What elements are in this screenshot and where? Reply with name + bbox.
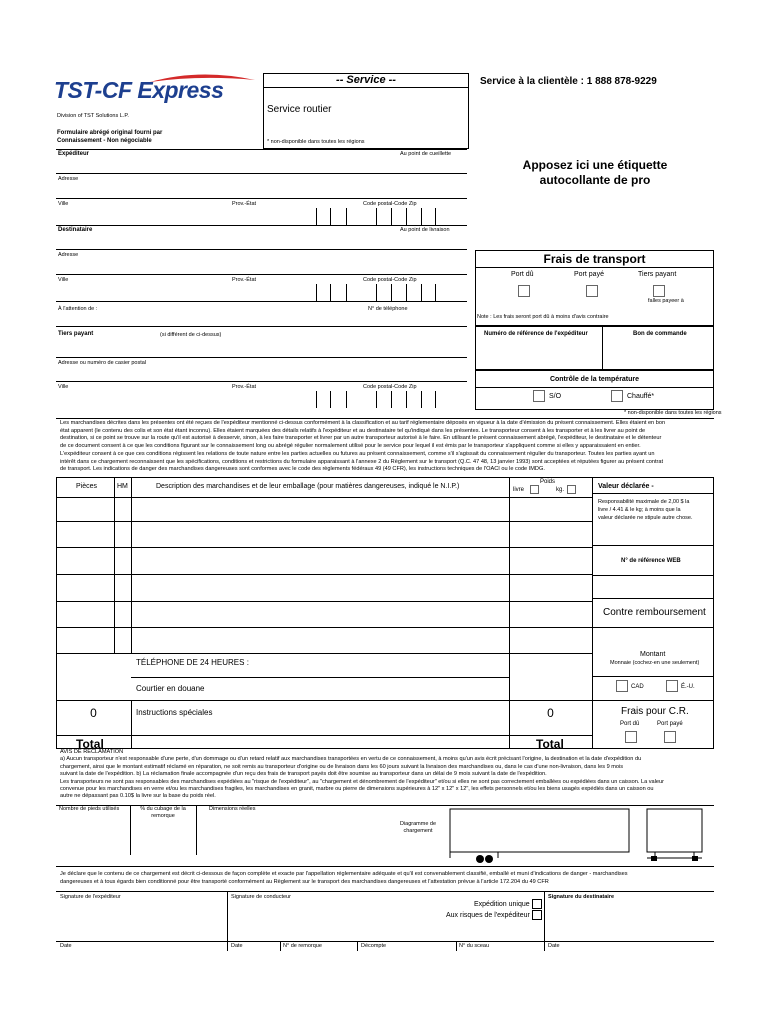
cod-fee-prepaid-label: Port payé bbox=[657, 721, 683, 727]
claim-line: autre ne dépassant pas 0.10$ la livre sur la base du poids réel. bbox=[60, 793, 216, 800]
third-party-postal-boxes[interactable] bbox=[316, 391, 436, 408]
temp-na-checkbox[interactable] bbox=[533, 390, 545, 402]
consignee-address-label: Adresse bbox=[58, 252, 79, 258]
pieces-total-value: 0 bbox=[90, 706, 97, 720]
po-label: Bon de commande bbox=[633, 331, 687, 337]
cod-fees-title: Frais pour C.R. bbox=[621, 706, 689, 717]
form-title-line2: Connaissement - Non négociable bbox=[57, 138, 152, 144]
claim-line: convenue pour les marchandises en verre et/ou les marchandises fragiles, les marchandises en granit, marbre ou pierre de dimensions supérieures à 12" x 12" x 12", les effets personnels et/ou les biens usagés expédiés dans un caisson ou bbox=[60, 786, 654, 793]
third-party-city-label: Ville bbox=[58, 384, 69, 390]
shipper-postal-boxes[interactable] bbox=[316, 208, 436, 225]
declaration-line: dangereuses et à tous égards bien conditionné pour être transporté conformément au Règlement sur le transport des marchandises dangereuses et l'attestation prévue à l'article 172.204 du 49 CFR bbox=[60, 878, 549, 885]
single-shipment-label: Expédition unique bbox=[474, 901, 530, 908]
cube-line: % du cubage de la bbox=[140, 806, 186, 812]
currency-cad-label: CAD bbox=[631, 684, 644, 690]
cod-amount-label: Montant bbox=[640, 651, 666, 658]
claim-line: suivant la date de l'expédition. b) La réclamation finale accompagnée d'un reçu des frais de transport payés doit être soumise au transporteur dans un délai de 9 mois suivant la date de l'expédition. bbox=[60, 771, 547, 778]
linear-feet-label: Nombre de pieds utilisés bbox=[59, 806, 120, 812]
declared-text-line: valeur déclarée ne stipule autre chose. bbox=[598, 515, 693, 521]
declared-value-title: Valeur déclarée - bbox=[598, 483, 654, 490]
terms-paragraph bbox=[60, 420, 714, 474]
consignee-postal-label: Code postal-Code Zip bbox=[363, 277, 417, 283]
temp-heated-label: Chauffé* bbox=[627, 393, 655, 400]
service-note: * non-disponible dans toutes les régions bbox=[267, 139, 365, 145]
sticker-line2: autocollante de pro bbox=[539, 173, 651, 187]
terms-line: L'expéditeur consent à ce que ces conditions régissent les relations de toute nature entre les parties actuelles ou futures au présent connaissement, comme s'il s'agissait du connaissement régulier du transporteur. Toutes les parties ayant un bbox=[60, 450, 655, 457]
consignee-signature-label: Signature du destinataire bbox=[548, 894, 615, 900]
declared-text-line: Responsabilité maximale de 2,00 $ la bbox=[598, 499, 690, 505]
consignee-label: Destinataire bbox=[58, 227, 93, 233]
description-header: Description des marchandises et de leur emballage (pour matières dangereuses, indiqué le N.I.P.) bbox=[156, 483, 460, 490]
delivery-label: Au point de livraison bbox=[400, 227, 450, 233]
declared-text-line: livre / 4.41 & le kg; à moins que la bbox=[598, 507, 681, 513]
division-text: Division of TST Solutions L.P. bbox=[57, 113, 129, 119]
terms-line: de transport. Les indications de danger des marchandises dangereuses sont conformes avec le code des règlements fédéraux 49 (49 CFR), les instructions techniques de l'OACI ou le code IMDG. bbox=[60, 466, 545, 473]
currency-usd-checkbox[interactable] bbox=[666, 680, 678, 692]
shipper-city-label: Ville bbox=[58, 201, 69, 207]
shipper-risk-checkbox[interactable] bbox=[532, 910, 542, 920]
diagram-line: Diagramme de bbox=[399, 821, 437, 827]
shipper-signature-label: Signature de l'expéditeur bbox=[60, 894, 121, 900]
weight-kg-label: kg. bbox=[556, 487, 565, 493]
claim-line: a) Aucun transporteur n'est responsable d'une perte, d'un dommage ou d'un retard relatif aux marchandises transportées en vertu de ce connaissement, à moins qu'un avis écrit précisant l'origine, la destination et la date d'expédition du bbox=[60, 756, 642, 763]
shipper-signature-field[interactable] bbox=[57, 901, 226, 941]
weight-total-label: Total bbox=[536, 737, 564, 751]
currency-note: Monnaie (cochez-en une seulement) bbox=[610, 660, 700, 666]
seal-number-label: N° du sceau bbox=[459, 943, 490, 949]
company-logo bbox=[50, 72, 260, 106]
service-title: -- Service -- bbox=[336, 74, 396, 86]
count-label: Décompte bbox=[361, 943, 387, 949]
logo-text: TST-CF Express bbox=[54, 77, 224, 103]
shipper-date-label: Date bbox=[60, 943, 72, 949]
currency-usd-label: É.-U. bbox=[681, 684, 695, 690]
claim-line: AVIS DE RÉCLAMATION bbox=[60, 749, 124, 755]
temperature-note: * non-disponible dans toutes les régions bbox=[624, 410, 722, 416]
temp-na-label: S/O bbox=[549, 393, 562, 400]
shipper-risk-label: Aux risques de l'expéditeur bbox=[446, 912, 530, 919]
shipper-address-label: Adresse bbox=[58, 176, 79, 182]
cod-fee-collect-label: Port dû bbox=[620, 721, 640, 727]
hazmat-declaration bbox=[60, 871, 714, 886]
dimensions-label: Dimensions réelles bbox=[209, 806, 256, 812]
single-shipment-checkbox[interactable] bbox=[532, 899, 542, 909]
shipper-prov-label: Prov.-État bbox=[232, 201, 257, 207]
shipper-address-field[interactable] bbox=[56, 182, 467, 198]
declared-value-text bbox=[598, 498, 692, 522]
pieces-total-label: Total bbox=[76, 737, 104, 751]
cod-fee-collect-checkbox[interactable] bbox=[625, 731, 637, 743]
carrier-signature-field[interactable] bbox=[228, 901, 428, 941]
pickup-label: Au point de cueillette bbox=[400, 151, 452, 157]
diagram-line: chargement bbox=[403, 828, 433, 834]
cube-label bbox=[134, 806, 192, 820]
web-ref-label: N° de référence WEB bbox=[621, 558, 681, 564]
attention-label: À l'attention de : bbox=[58, 306, 98, 312]
freight-collect-label: Port dû bbox=[511, 271, 534, 278]
carrier-signature-label: Signature de conducteur bbox=[231, 894, 291, 900]
phone-label: N° de téléphone bbox=[368, 306, 408, 312]
third-party-postal-label: Code postal-Code Zip bbox=[363, 384, 417, 390]
diagram-label bbox=[388, 821, 448, 835]
consignee-city-label: Ville bbox=[58, 277, 69, 283]
emergency-phone-label: TÉLÉPHONE DE 24 HEURES : bbox=[136, 658, 249, 667]
trailer-number-label: N° de remorque bbox=[283, 943, 322, 949]
customer-service-phone: Service à la clientèle : 1 888 878-9229 bbox=[480, 76, 657, 87]
shipper-label: Expéditeur bbox=[58, 151, 90, 157]
sticker-line1: Apposez ici une étiquette bbox=[522, 158, 668, 172]
special-instructions-label: Instructions spéciales bbox=[136, 708, 213, 717]
currency-cad-checkbox[interactable] bbox=[616, 680, 628, 692]
service-type[interactable]: Service routier bbox=[267, 104, 332, 115]
consignee-date-label: Date bbox=[548, 943, 560, 949]
weight-header: Poids bbox=[540, 479, 556, 485]
third-party-note2: (si différent de ci-dessus) bbox=[160, 332, 222, 338]
third-party-prov-label: Prov.-État bbox=[232, 384, 257, 390]
form-title-line1: Formulaire abrégé original fourni par bbox=[57, 130, 163, 136]
third-party-label: Tiers payant bbox=[58, 331, 94, 337]
temp-heated-checkbox[interactable] bbox=[611, 390, 623, 402]
weight-kg-checkbox[interactable] bbox=[567, 485, 576, 494]
freight-third-party-label: Tiers payant bbox=[638, 271, 677, 278]
weight-lb-label: livre bbox=[513, 487, 525, 493]
third-party-address-label: Adresse ou numéro de casier postal bbox=[58, 360, 147, 366]
claim-line: Les transporteurs ne sont pas responsables des marchandises expédiées au "risque de l'expéditeur", au "chargement et dénombrement de l'expéditeur" et/ou si elles ne sont pas correctement emballées ou expédiées dans un caisson. La valeur bbox=[60, 778, 664, 785]
terms-line: intérêt dans ce chargement reconnaissent que les spécifications, conditions et restrictions du formulaire apparaissant à l'annexe 2 du Règlement sur le transport (Q.C. 47 48, 13 janvier 1993) sont acceptées et réputées figurer au présent contrat bbox=[60, 458, 664, 465]
hm-header: HM bbox=[117, 483, 128, 490]
freight-prepaid-checkbox[interactable] bbox=[586, 285, 598, 297]
freight-collect-checkbox[interactable] bbox=[518, 285, 530, 297]
declaration-line: Je déclare que le contenu de ce chargement est décrit ci-dessous de façon complète et exacte par l'appellation réglementaire adéquate et qu'il est convenablement classifié, emballé et muni d'indications de danger - marchandises bbox=[60, 871, 628, 877]
pieces-header: Pièces bbox=[76, 483, 98, 490]
trailer-diagram bbox=[448, 808, 714, 864]
freight-third-party-checkbox[interactable] bbox=[653, 285, 665, 297]
consignee-signature-field[interactable] bbox=[545, 901, 713, 941]
freight-prepaid-label: Port payé bbox=[574, 271, 604, 278]
shipper-postal-label: Code postal-Code Zip bbox=[363, 201, 417, 207]
terms-line: Les marchandises décrites dans les présentes ont été reçues de l'expéditeur mentionné ci-dessus conformément à la classification et au tarif réglementaire déposés en vigueur à la date d'émission du présent connaissement. Elles étaient en bon bbox=[60, 420, 666, 426]
cod-fee-prepaid-checkbox[interactable] bbox=[664, 731, 676, 743]
consignee-prov-label: Prov.-État bbox=[232, 277, 257, 283]
weight-total-value: 0 bbox=[547, 706, 554, 720]
shipper-ref-label: Numéro de référence de l'expéditeur bbox=[484, 331, 588, 337]
sticker-area bbox=[475, 158, 715, 188]
consignee-postal-boxes[interactable] bbox=[316, 284, 436, 301]
terms-line: destination, si ce point se trouve sur la route qu'il est autorisé à desservir, sinon, à les faire transporter et livrer par un autre transporteur autorisé à le faire. En utilisant le présent connaissement abrégé, l'expéditeur, le destinataire et le détenteur bbox=[60, 435, 662, 442]
freight-title: Frais de transport bbox=[543, 252, 646, 266]
freight-note: Note : Les frais seront port dû à moins d'avis contraire bbox=[477, 314, 609, 320]
terms-line: état apparent (le contenu des colis et son état étant inconnu). Elles étaient marquées des détails relatifs à l'expéditeur et au destinataire tel qu'indiqué dans les présentes. Le transporteur consent à les transporter et à les livrer au point de bbox=[60, 427, 646, 434]
cod-title: Contre remboursement bbox=[603, 607, 706, 618]
consignee-address-field[interactable] bbox=[56, 258, 467, 274]
carrier-date-label: Date bbox=[231, 943, 243, 949]
third-party-note: falles payeer à bbox=[648, 298, 684, 304]
claim-line: chargement, ainsi que le montant estimatif réclamé en réparation, ne soit remis au transporteur d'origine ou de livraison dans les 60 jours suivant la livraison des marchandises ou, dans le cas d'une non-livraison, dans les 9 mois bbox=[60, 763, 624, 770]
customs-broker-label: Courtier en douane bbox=[136, 684, 205, 693]
temperature-title: Contrôle de la température bbox=[549, 376, 640, 383]
terms-line: de ce document consent à ce que les conditions figurant sur le connaissement long ou abrégé régulier normalement utilisé pour le service pour lequel il est émis par le transporteur s'appliquent comme si elles y apparaissaient en entier. bbox=[60, 443, 641, 450]
weight-lb-checkbox[interactable] bbox=[530, 485, 539, 494]
claim-notice bbox=[60, 749, 714, 801]
cube-line: remorque bbox=[151, 813, 175, 819]
